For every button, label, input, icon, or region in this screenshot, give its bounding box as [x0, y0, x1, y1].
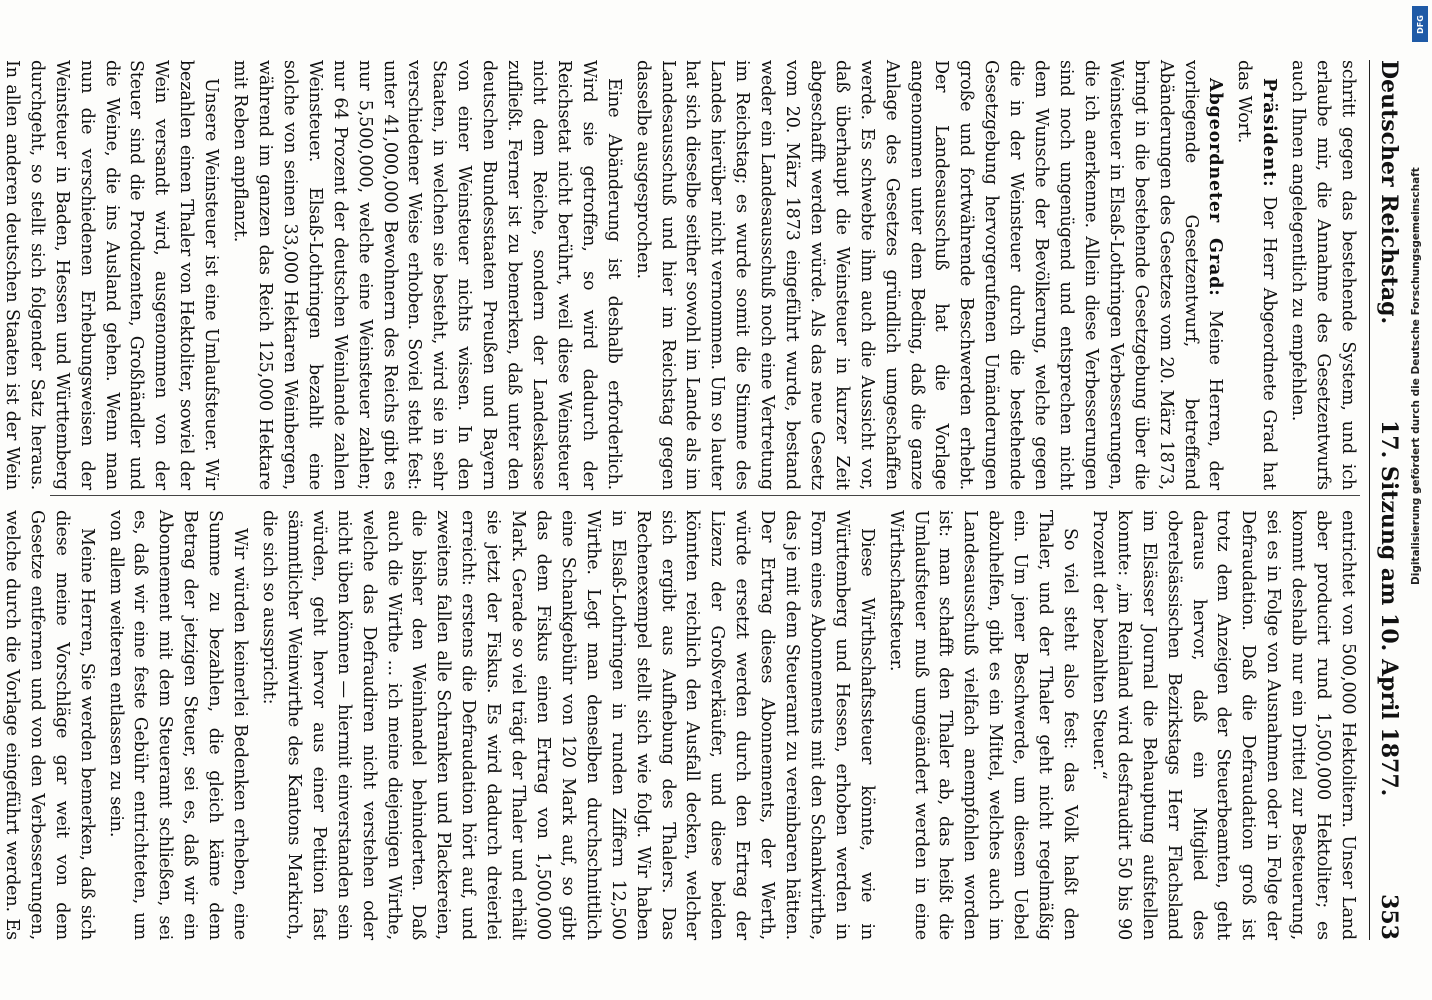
paragraph [1086, 510, 1360, 940]
paragraph-text: So viel steht also fest: das Volk haßt den Thaler, und der Thaler geht nicht regelmäßig ein. Um jener Beschwerde, um diesem Uebel abzuhelfen, gibt es ein Mittel, welches auch im Landesausschuß vielfach anempfohlen worden ist: man schafft den Thaler ab, das heißt die Umlaufsteuer muß umgeändert werden in eine Wirthschaftsteuer. [885, 510, 1081, 940]
paragraph [1285, 60, 1360, 490]
header-title: Deutscher Reichstag. [1376, 60, 1402, 325]
digitization-credit [1402, 0, 1432, 1000]
paragraph-text: Unsere Weinsteuer ist eine Umlaufsteuer. Wir bezahlen einen Thaler von Hektoliter, sowiel der Wein versandt wird, ausgenommen von der Steuer sind die Produzenten, Großhändler und die Weine, die ins Ausland gehen. Wenn man nun die verschiedenen Erhebungsweisen der Weinsteuer in Baden, Hessen und Württemberg durchgeht, so stellt sich folgender Satz heraus. In allen anderen deutschen Staaten ist der Wein [1, 60, 222, 490]
paragraph-text: Diese Wirthschaftssteuer könnte, wie in Württemberg und Hessen, erhoben werden in Form eines Abonnements mit den Schankwirthe, das je mit dem Steueramt zu vereinbaren hätten. Der Ertrag dieses Abonnements, der Werth, würde ersetzt werden durch den Ertrag der Lizenz der Großverkäufer, und diese beiden könnten reichlich den Ausfall decken, welcher sich ergibt aus Aufhebung des Thalers. Das Rechenexempel stellt sich wie folgt. Wir haben in Elsaß-Lothringen in runden Ziffern 12,500 Wirthe. Legt man denselben durchschnittlich eine Schankgebühr von 120 Mark auf, so gibt das dem Fiskus einen Ertrag von 1,500,000 Mark. Gerade so viel trägt der Thaler und erhält sie jetzt der Fiskus. Es wird dadurch dreierlei erreicht: erstens die Defraudation hört auf, und zweitens fallen alle Schranken und Plackereien, die bisher den Weinhandel behinderten. Daß auch die Wirthe ... ich meine diejenigen Wirthe, welche das Defraudiren nicht verstehen oder nicht üben können — hiermit einverstanden sein würden, geht hervor aus einer Petition fast sämmtlicher Weinwirthe des Kantons Markirch, die sich so ausspricht: [259, 510, 877, 940]
right-column [1, 510, 1360, 940]
paragraph [256, 510, 879, 940]
paragraph [0, 510, 99, 940]
paragraph [883, 510, 1082, 940]
paragraph-text: Der Herr Abgeordnete Grad hat das Wort. [1234, 60, 1280, 490]
page-number: 353 [1376, 894, 1402, 940]
paragraph [103, 510, 252, 940]
paragraph-text: entrichtet von 500,000 Hektolitern. Unser Land aber producirt rund 1,500,000 Hektoliter; es kommt deshalb nur ein Drittel zur Besteuerung, sei es in Folge von Ausnahmen oder in Folge der Defraudation. Daß die Defraudation groß ist trotz dem Anzeigen der Steuerbeamten, geht daraus hervor, daß ein Mitglied des oberelsässischen Bezirkstags Herr Flachsland im Elsässer Journal die Behauptung aufstellen konnte: „im Reinland wird desfraudirt 50 bis 90 Prozent der bezahlten Steuer.“ [1088, 510, 1358, 940]
speaker-label: Abgeordneter Grad: [1205, 78, 1227, 297]
paragraph-text: Meine Herren, Sie werden bemerken, daß sich diese meine Vorschläge gar weit von dem Gesetze entfernen und von den Verbesserungen, welche durch die Vorlage eingeführt werden. Es [1, 510, 97, 940]
speaker-label: Präsident: [1259, 78, 1281, 188]
paragraph [1231, 60, 1281, 490]
paragraph-text: Wir würden keinerlei Bedenken erheben, eine Summe zu bezahlen, die gleich käme dem Betrag der jetzigen Steuer, sei es, daß wir ein Abonnement mit dem Steueramt schließen, sei es, daß wir eine feste Gebühr entrichteten, um von allem weiteren entlassen zu sein. [105, 510, 251, 940]
paragraph [227, 60, 626, 490]
header-session: 17. Sitzung am 10. April 1877. [1376, 420, 1402, 797]
credit-text: Digitalisierung gefördert durch die Deutsche Forschungsgemeinschaft [1410, 167, 1422, 585]
column-divider [50, 495, 1360, 496]
paragraph-text: schritt gegen das bestehende System, und ich erlaube mir, die Annahme des Gesetzentwurfs auch Ihnen angelegentlich zu empfehlen. [1288, 60, 1358, 490]
paragraph-text: Meine Herren, der vorliegende Gesetzentwurf, betreffend Abänderungen des Gesetzes vom 20. März 1873, bringt in die bestehende Gesetzgebung über die Weinsteuer in Elsaß-Lothringen Verbesserungen, die ich anerkenne. Allein diese Verbesserungen sind noch ungenügend und entsprechen nicht dem Wunsche der Bevölkerung, welche gegen die in der Weinsteuer durch die bestehende Gesetzgebung hervorgerufenen Umänderungen große und fortwährende Beschwerden erhebt. Der Landesausschuß hat die Vorlage angenommen unter dem Beding, daß die ganze Anlage des Gesetzes gründlich umgeschaffen werde. Es schwebte ihm auch die Aussicht vor, daß überhaupt die Weinsteuer in kurzer Zeit abgeschafft werden würde. Als das neue Gesetz vom 20. März 1873 eingeführt wurde, bestand weder ein Landesausschuß noch eine Vertretung im Reichstag; es wurde somit die Stimme des Landes hierüber nicht vernommen. Um so lauter hat sich dieselbe seither sowohl im Lande als im Landesausschuß und hier im Reichstag gegen dasselbe ausgesprochen. [632, 60, 1226, 490]
paragraph [0, 60, 223, 490]
left-column [1, 60, 1360, 490]
dfg-logo [1412, 6, 1428, 42]
dfg-logo-text: DFG [1415, 14, 1425, 34]
paragraph [630, 60, 1228, 490]
paragraph-text: Eine Abänderung ist deshalb erforderlich. Wird sie getroffen, so wird dadurch der Reichsetat nicht berührt, weil diese Weinsteuer nicht dem Reiche, sondern der Landeskasse zufließt. Ferner ist zu bemerken, daß unter den deutschen Bundesstaaten Preußen und Bayern von einer Weinsteuer nichts wissen. In den Staaten, in welchen sie besteht, wird sie in sehr verschiedener Weise erhoben. Soviel steht fest: unter 41,000,000 Bewohnern des Reichs gibt es nur 5,500,000, welche eine Weinsteuer zahlen; nur 64 Prozent der deutschen Weinlande zahlen Weinsteuer. Elsaß-Lothringen bezahlt eine solche von seinen 33,000 Hektaren Weinbergen, während im ganzen das Reich 125,000 Hektare mit Reben anpflanzt. [230, 60, 624, 490]
